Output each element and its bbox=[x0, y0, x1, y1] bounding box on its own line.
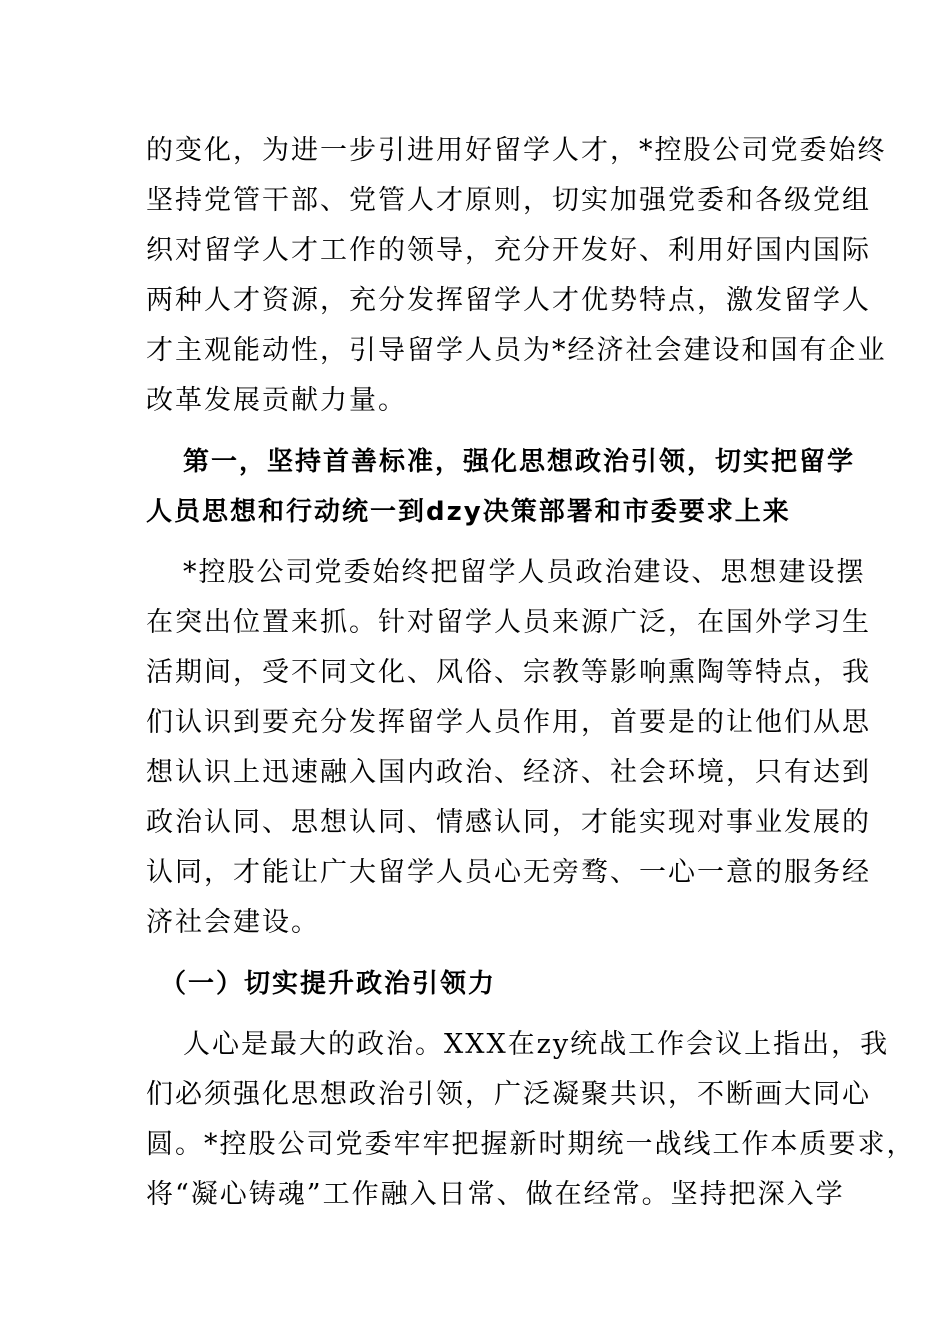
paragraph-line: 将“凝心铸魂”工作融入日常、做在经常。坚持把深入学 bbox=[146, 1179, 845, 1210]
paragraph-line: 政治认同、思想认同、情感认同，才能实现对事业发展的 bbox=[146, 807, 871, 838]
paragraph-line: 们必须强化思想政治引领，广泛凝聚共识，不断画大同心 bbox=[146, 1079, 871, 1110]
paragraph-line: 的变化，为进一步引进用好留学人才，*控股公司党委始终 bbox=[146, 135, 887, 166]
paragraph-line: 才主观能动性，引导留学人员为*经济社会建设和国有企业 bbox=[146, 335, 887, 366]
paragraph-line: 活期间，受不同文化、风俗、宗教等影响熏陶等特点，我 bbox=[146, 657, 871, 688]
paragraph-line: 在突出位置来抓。针对留学人员来源广泛，在国外学习生 bbox=[146, 607, 871, 638]
paragraph-line: 织对留学人才工作的领导，充分开发好、利用好国内国际 bbox=[146, 235, 871, 266]
paragraph-line: 想认识上迅速融入国内政治、经济、社会环境，只有达到 bbox=[146, 757, 871, 788]
paragraph-line: 济社会建设。 bbox=[146, 907, 320, 938]
section-heading: 第一，坚持首善标准，强化思想政治引领，切实把留学 bbox=[183, 447, 856, 477]
paragraph-line: 两种人才资源，充分发挥留学人才优势特点，激发留学人 bbox=[146, 285, 871, 316]
subsection-heading: （一）切实提升政治引领力 bbox=[160, 969, 497, 999]
paragraph-line: 们认识到要充分发挥留学人员作用，首要是的让他们从思 bbox=[146, 707, 871, 738]
section-heading: 人员思想和行动统一到dzy决策部署和市委要求上来 bbox=[146, 497, 791, 527]
paragraph-line: 坚持党管干部、党管人才原则，切实加强党委和各级党组 bbox=[146, 185, 871, 216]
paragraph-line: 认同，才能让广大留学人员心无旁骛、一心一意的服务经 bbox=[146, 857, 871, 888]
paragraph-line: 改革发展贡献力量。 bbox=[146, 385, 407, 416]
paragraph-line: 圆。*控股公司党委牢牢把握新时期统一战线工作本质要求， bbox=[146, 1129, 916, 1160]
paragraph-line: 人心是最大的政治。XXX在zy统战工作会议上指出，我 bbox=[183, 1029, 890, 1060]
paragraph-line: *控股公司党委始终把留学人员政治建设、思想建设摆 bbox=[183, 557, 866, 588]
